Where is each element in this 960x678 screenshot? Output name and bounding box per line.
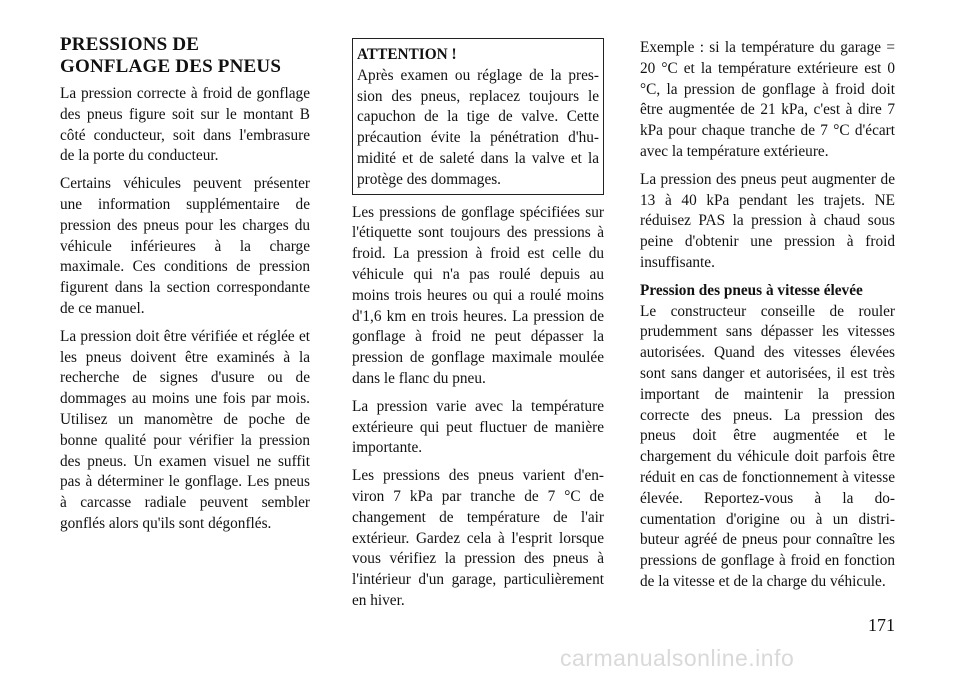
paragraph-pressure-change: Les pressions des pneus varient d'environ 7 kPa par tranche de 7 °C de changement de température de l'air extérieur. Gardez cela à l'esprit lorsque vous vérifiez la pression des pneus à l'intérieur d'un garage, particulièrement en hiver.	[352, 467, 604, 609]
page-number: 171	[868, 615, 895, 635]
watermark: carmanualsonline.info	[560, 645, 795, 671]
attention-title: ATTENTION !	[357, 46, 457, 63]
paragraph-cold-pressure: Les pressions de gonflage spécifiées sur l'étiquette sont toujours des pressions à froid. La pression à froid est celle du véhicule qui n'a pas roulé depuis au moins trois heures ou qui a roulé moins d'1,6 km en trois heures. La pression de gonflage à froid ne peut dépasser la pression de gonflage maximale moulée dans le flanc du pneu.	[352, 203, 604, 387]
paragraph-additional-info: Certains véhicules peuvent présenter une information supplémentaire de pression des pneus pour les charges du véhicule inférieures à la charge maximale. Ces conditions de pression figurent dans la section correspondante de ce manuel.	[60, 175, 310, 317]
column-left	[60, 34, 310, 542]
section-heading: PRESSIONS DE GONFLAGE DES PNEUS	[60, 34, 282, 77]
paragraph-monthly-check: La pression doit être vérifiée et réglée et les pneus doivent être examinés à la recherche de signes d'usure ou de dommages au moins une fois par mois. Utilisez un manomètre de poche de bonne qualité pour vérifier la pression des pneus. Un examen visuel ne suffit pas à déterminer le gonflage. Les pneus à carcasse radiale peuvent sembler gonflés alors qu'ils sont dégonflés.	[60, 327, 310, 532]
paragraph-driving-increase: La pression des pneus peut augmenter de 13 à 40 kPa pendant les trajets. NE réduisez PAS la pression à chaud sous peine d'obtenir une pression à froid insuffisante.	[640, 170, 895, 271]
subheading-high-speed: Pression des pneus à vitesse élevée	[640, 281, 863, 299]
attention-text: Après examen ou réglage de la pression des pneus, replacez toujours le capuchon de la tige de valve. Cette précaution évite la pénétration d'humidité et de saleté dans la valve et la protège des dommages.	[357, 66, 599, 188]
column-right	[640, 38, 895, 600]
paragraph-pressure-location: La pression correcte à froid de gonflage des pneus figure soit sur le montant B côté conducteur, soit dans l'embrasure de la porte du conducteur.	[60, 85, 310, 165]
attention-box	[352, 38, 604, 195]
paragraph-high-speed: Le constructeur conseille de rouler prudemment sans dépasser les vitesses autorisées. Quand des vitesses élevées sont sans danger et autorisées, il est très important de maintenir la pression correcte des pneus. La pression des pneus doit être augmentée et le chargement du véhicule doit parfois être réduit en cas de fonctionnement à vitesse élevée. Reportez-vous à la documentation d'origine ou à un distributeur agréé de pneus pour connaître les pressions de gonflage à froid en fonction de la vitesse et de la charge du véhicule.	[640, 302, 895, 590]
paragraph-example: Exemple : si la température du garage = 20 °C et la température extérieure est 0 °C, la pression de gonflage à froid doit être augmentée de 21 kPa, c'est à dire 7 kPa pour chaque tranche de 7 °C d'écart avec la température extérieure.	[640, 39, 895, 160]
column-middle	[352, 38, 604, 619]
paragraph-temperature-variation: La pression varie avec la température extérieure qui peut fluctuer de manière importante.	[352, 397, 604, 457]
